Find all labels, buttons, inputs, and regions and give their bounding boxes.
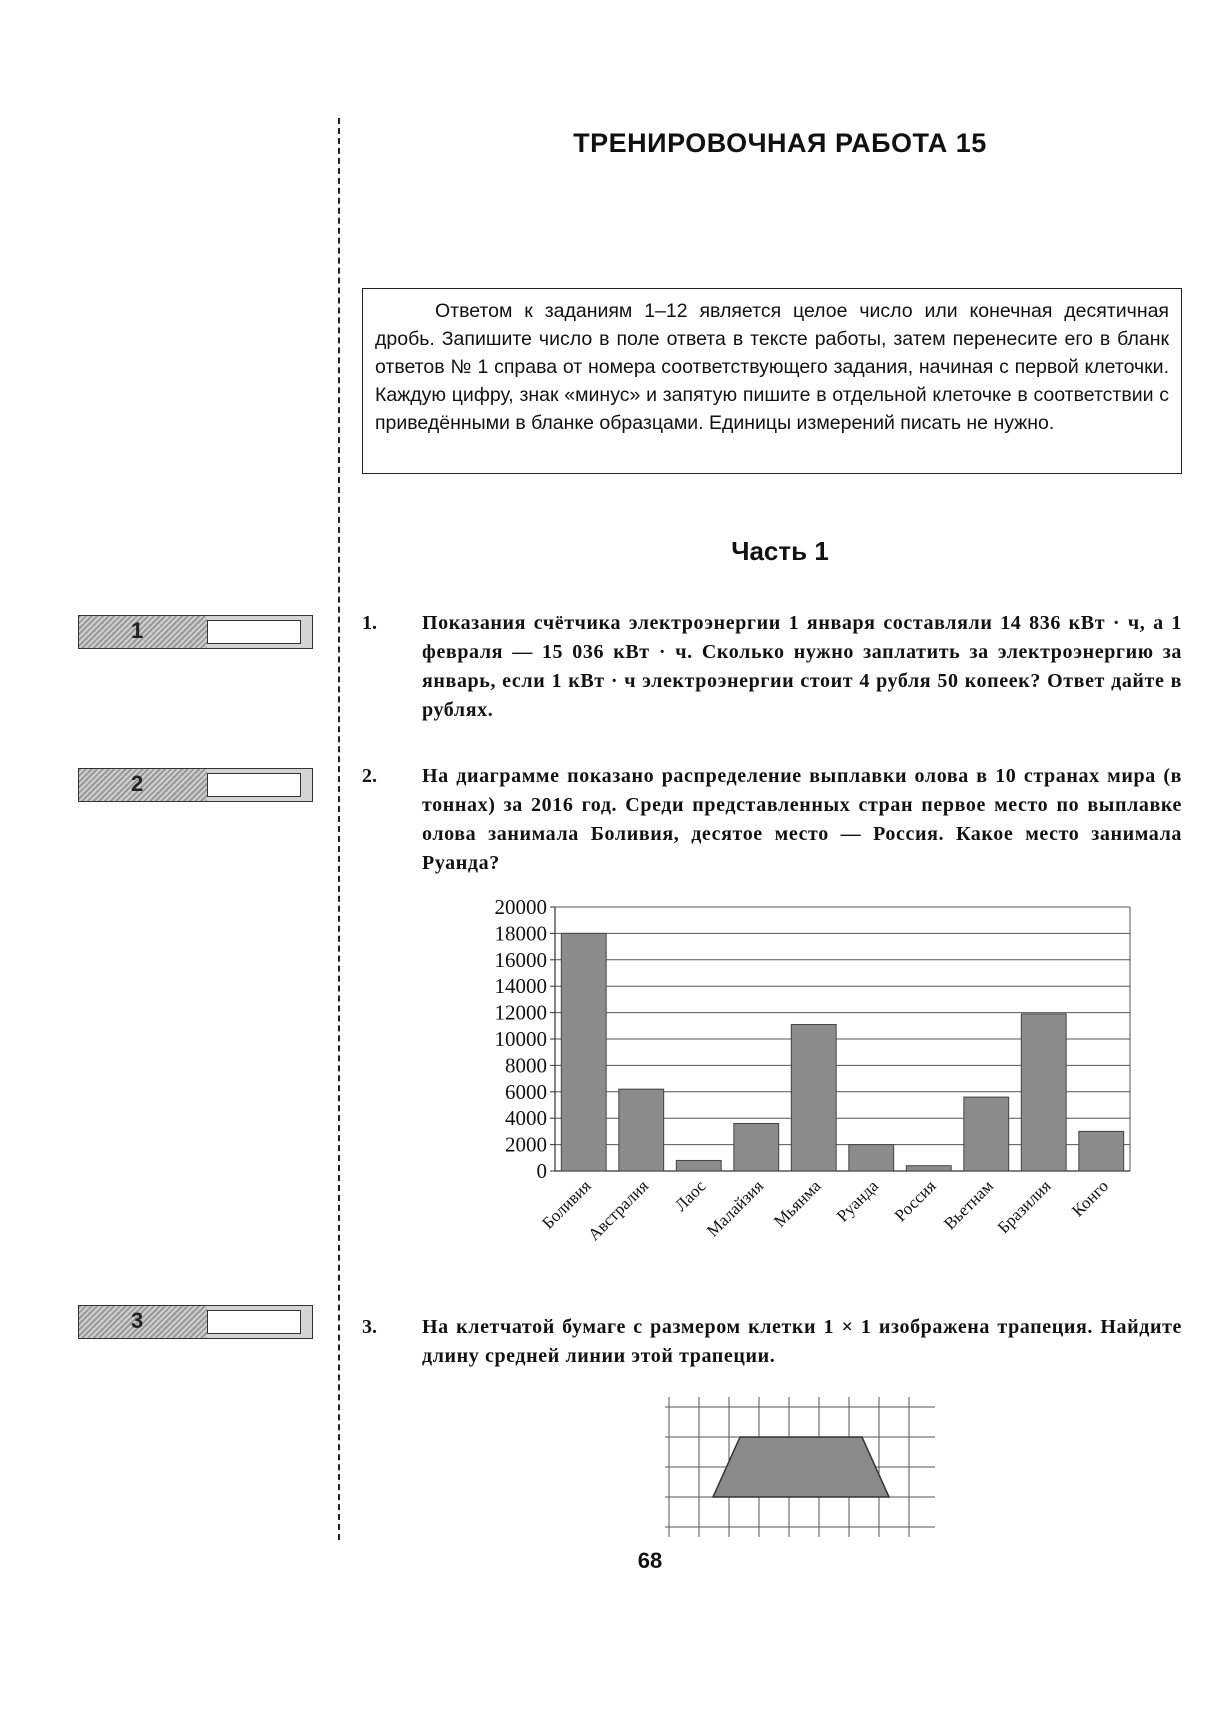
category-label: Австралия xyxy=(584,1176,653,1245)
category-label: Вьетнам xyxy=(940,1176,998,1234)
y-tick-label: 8000 xyxy=(505,1053,547,1078)
cut-line xyxy=(338,118,340,1540)
y-tick-label: 20000 xyxy=(494,895,547,919)
y-tick-label: 12000 xyxy=(494,1000,547,1025)
instructions-box: Ответом к заданиям 1–12 является целое число или конечная десятичная дробь. Запишите число в поле ответа в тексте работы, затем перенесите его в бланк ответов № 1 справа от номера соответствующего задания, начиная с первой клеточки. Каждую цифру, знак «минус» и запятую пишите в отдельной клеточке в соответствии с приведёнными в бланке образцами. Единицы измерений писать не нужно. xyxy=(362,288,1182,474)
trapezoid-shape xyxy=(713,1437,889,1497)
trapezoid-figure xyxy=(655,1395,955,1545)
y-tick-label: 10000 xyxy=(494,1027,547,1051)
question-2-number: 2. xyxy=(362,765,377,787)
category-label: Бразилия xyxy=(993,1176,1055,1238)
answer-box-number: 3 xyxy=(131,1308,144,1333)
category-label: Боливия xyxy=(538,1176,595,1233)
y-tick-label: 4000 xyxy=(505,1106,547,1131)
bar-Австралия xyxy=(619,1089,664,1171)
answer-box-number: 1 xyxy=(131,618,144,643)
y-tick-label: 0 xyxy=(536,1159,547,1183)
question-1-text: Показания счётчика электроэнергии 1 января составляли 14 836 кВт · ч, а 1 февраля — 15 036 кВт · ч. Сколько нужно заплатить за электроэнергию за январь, если 1 кВт · ч электроэнергии стоит 4 рубля 50 копеек? Ответ дайте в рублях. xyxy=(422,612,1182,721)
y-tick-label: 6000 xyxy=(505,1079,547,1104)
question-3-number: 3. xyxy=(362,1316,377,1338)
question-1-number: 1. xyxy=(362,612,377,634)
y-tick-label: 18000 xyxy=(494,921,547,946)
y-tick-label: 16000 xyxy=(494,947,547,972)
tin-production-chart xyxy=(440,895,1160,1275)
answer-box-3 xyxy=(78,1305,313,1339)
answer-field-1[interactable] xyxy=(207,620,301,644)
category-label: Мьянма xyxy=(770,1176,825,1231)
bar-Бразилия xyxy=(1021,1014,1066,1171)
bar-Конго xyxy=(1079,1131,1124,1171)
question-3-text: На клетчатой бумаге с размером клетки 1 × 1 изображена трапеция. Найдите длину средней линии этой трапеции. xyxy=(422,1316,1182,1367)
bar-Руанда xyxy=(849,1145,894,1171)
bar-Боливия xyxy=(561,933,606,1171)
category-label: Конго xyxy=(1068,1176,1113,1221)
answer-box-number: 2 xyxy=(131,771,144,796)
bar-Россия xyxy=(906,1166,951,1171)
category-label: Руанда xyxy=(832,1176,883,1226)
part-title: Часть 1 xyxy=(731,536,829,566)
page-title: ТРЕНИРОВОЧНАЯ РАБОТА 15 xyxy=(573,128,987,158)
question-2-text: На диаграмме показано распределение выплавки олова в 10 странах мира (в тоннах) за 2016 год. Среди представленных стран первое место по выплавке олова занимала Боливия, десятое место — Россия. Какое место занимала Руанда? xyxy=(422,765,1182,874)
answer-field-3[interactable] xyxy=(207,1310,301,1334)
answer-box-2 xyxy=(78,768,313,802)
answer-box-1 xyxy=(78,615,313,649)
y-tick-label: 2000 xyxy=(505,1132,547,1157)
category-label: Лаос xyxy=(671,1176,710,1215)
category-label: Россия xyxy=(890,1176,940,1226)
answer-field-2[interactable] xyxy=(207,773,301,797)
bar-Малайзия xyxy=(734,1123,779,1171)
bar-Лаос xyxy=(676,1160,721,1171)
bar-Мьянма xyxy=(791,1024,836,1171)
category-label: Малайзия xyxy=(703,1176,768,1241)
bar-Вьетнам xyxy=(964,1097,1009,1171)
page-number: 68 xyxy=(637,1548,663,1573)
y-tick-label: 14000 xyxy=(494,974,547,999)
